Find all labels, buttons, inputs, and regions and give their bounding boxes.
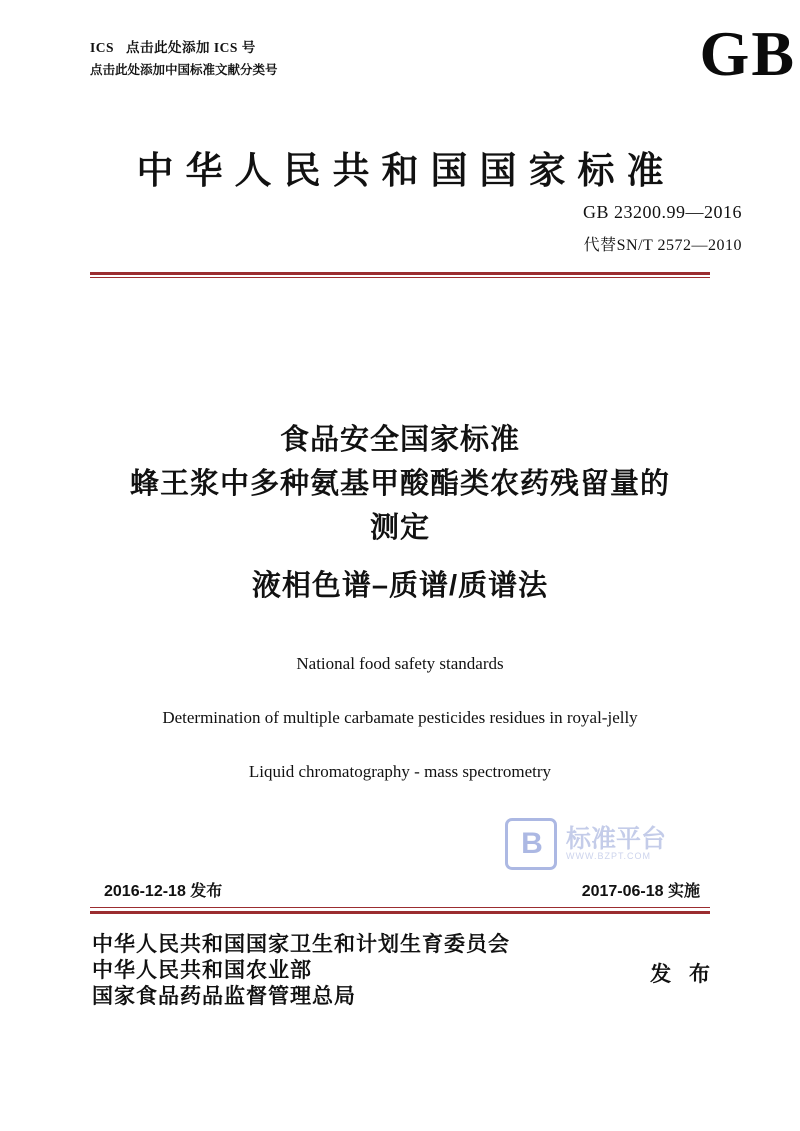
ics-line [90,36,710,56]
english-title-line-3: Liquid chromatography - mass spectrometry [248,762,552,781]
standard-number: GB 23200.99—2016 [582,202,742,222]
watermark-text-group [566,826,666,862]
header-block [90,36,710,78]
chinese-title-line-3: 液相色谱–质谱/质谱法 [251,570,549,602]
watermark [505,818,666,870]
divider-top-thin [90,277,710,278]
chinese-title-line-2b: 测定 [369,512,430,544]
ics-label: ICS [90,40,115,55]
issue-date: 2016-12-18 发布 [104,883,223,900]
issuer-line-2: 中华人民共和国农业部 [92,959,312,982]
standard-codes [583,202,742,255]
ics-value: 点击此处添加 ICS 号 [126,40,256,55]
issuing-organizations [92,932,510,1010]
english-title-line-2: Determination of multiple carbamate pesticides residues in royal-jelly [162,708,638,727]
issuer-line-1: 中华人民共和国国家卫生和计划生育委员会 [92,933,510,956]
effective-date: 2017-06-18 实施 [581,883,700,900]
chinese-title [90,418,710,608]
watermark-label: 标准平台 [566,825,667,854]
national-standard-title: 中华人民共和国国家标准 [136,150,676,191]
standard-replaces: 代替SN/T 2572—2010 [583,237,742,254]
classification-number: 点击此处添加中国标准文献分类号 [90,63,278,77]
title-block [90,418,710,782]
english-title-line-1: National food safety standards [296,654,504,673]
watermark-url: WWW.BZPT.COM [566,851,651,862]
divider-bottom-thick [90,911,710,914]
publish-label: 发 布 [650,963,716,986]
issuer-line-3: 国家食品药品监督管理总局 [92,985,356,1008]
chinese-title-line-1: 食品安全国家标准 [279,424,520,456]
gb-logo: GB [699,18,796,89]
watermark-badge-icon: B [505,818,557,870]
chinese-title-line-2: 蜂王浆中多种氨基甲酸酯类农药残留量的 [129,468,670,500]
divider-bottom-thin [90,907,710,908]
divider-top-thick [90,272,710,275]
